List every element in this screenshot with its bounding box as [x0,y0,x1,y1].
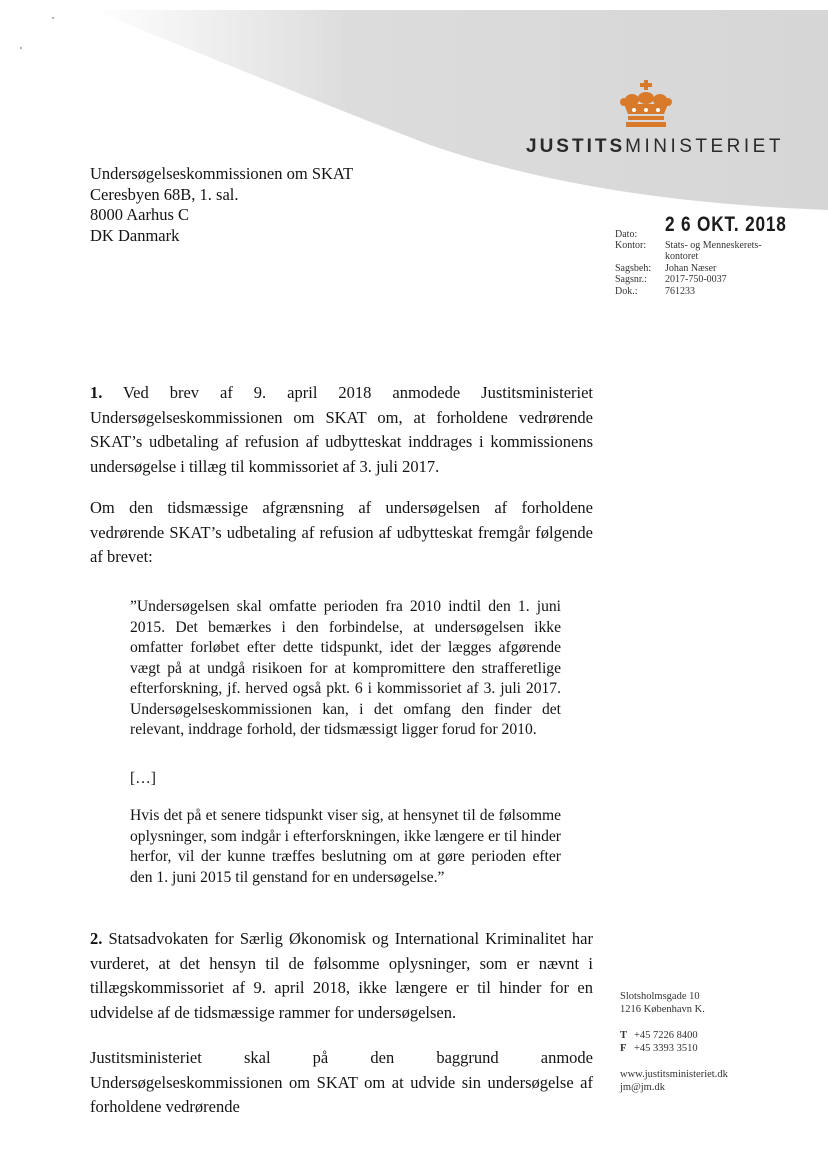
document-number-value: 761233 [665,285,695,297]
paragraph-text: Ved brev af 9. april 2018 anmodede Justitsministeriet Undersøgelseskommissionen om SKAT om, at forholdene vedrørende SKAT’s udbetaling af refusion af udbytteskat inddrages i kommissionens undersøgelse i tillæg til kommissoriet af 3. juli 2017. [90,383,593,476]
ministry-phone [620,1029,698,1055]
case-number-value: 2017-750-0037 [665,274,727,286]
paragraph-4: Justitsministeriet skal på den baggrund anmode Undersøgelseskommissionen om SKAT om at udvide sin undersøgelse af forholdene vedrørende [90,1048,593,1116]
case-number-label: Sagsnr.: [615,274,647,286]
crown-logo-icon [618,80,674,128]
wordmark-bold: JUSTITS [526,136,626,157]
block-quote-part-1: ”Undersøgelsen skal omfatte perioden fra 2010 indtil den 1. juni 2015. Det bemærkes i den forbindelse, at undersøgelsen ikke omfatter forløbet efter dette tidspunkt, idet der lægges afgørende vægt på at undgå risikoen for at kompromittere den strafferetlige efterforskning, jf. herved også pkt. 6 i kommissoriet af 3. juli 2017. Undersøgelseskommissionen kan, i det omfang den finder det relevant, inddrage forhold, der tidsmæssigt ligger forud for 2010. [130,598,561,738]
wordmark-light: MINISTERIET [625,136,784,157]
address-line: Slotsholmsgade 10 [620,991,700,1002]
date-label: Dato: [615,228,638,240]
office-label: Kontor: [615,240,647,251]
fax-key: F [620,1043,627,1054]
phone-key: T [620,1030,628,1041]
ministry-wordmark [526,136,784,158]
quote-ellipsis: […] [130,770,156,787]
caseworker-label: Sagsbeh: [615,262,652,274]
paragraph-number: 1. [90,383,103,402]
paragraph-number: 2. [90,929,103,948]
recipient-address [90,164,353,246]
paragraph-1 [90,381,593,479]
fax-value: +45 3393 3510 [634,1043,698,1054]
recipient-line: Undersøgelseskommissionen om SKAT [90,164,354,183]
scan-speck [20,47,22,49]
paragraph-2: Om den tidsmæssige afgrænsning af undersøgelsen af forholdene vedrørende SKAT’s udbetaling af refusion af udbytteskat fremgår følgende af brevet: [90,498,593,566]
phone-value: +45 7226 8400 [634,1030,698,1041]
recipient-line: 8000 Aarhus C [90,205,189,224]
office-value-cont: kontoret [665,251,699,263]
block-quote-part-2: Hvis det på et senere tidspunkt viser sig, at hensynet til de følsomme oplysninger, som indgår i efterforskningen, ikke længere er til hinder herfor, vil der kunne træffes beslutning om at gøre perioden efter den 1. juni 2015 til genstand for en undersøgelse.” [130,807,561,886]
ministry-web [620,1068,728,1094]
paragraph-text: Statsadvokaten for Særlig Økonomisk og International Kriminalitet har vurderet, at det hensyn til de følsomme oplysninger, som er nævnt i tillægskommissoriet af 9. april 2018, ikke længere er til hinder for en udvidelse af de tidsmæssige rammer for undersøgelsen. [90,929,593,1022]
address-line: 1216 København K. [620,1004,705,1015]
website-link[interactable]: www.justitsministeriet.dk [620,1069,728,1080]
document-metadata [615,213,795,297]
recipient-line: Ceresbyen 68B, 1. sal. [90,184,239,204]
document-number-label: Dok.: [615,285,638,297]
scan-speck [52,17,54,19]
recipient-line: DK Danmark [90,225,180,245]
ministry-address [620,990,705,1016]
caseworker-value: Johan Næser [665,262,717,274]
paragraph-3 [90,927,593,1025]
office-value: Stats- og Menneskerets- [665,240,762,251]
email-link[interactable]: jm@jm.dk [620,1082,665,1093]
date-stamp: 2 6 OKT. 2018 [665,213,787,236]
